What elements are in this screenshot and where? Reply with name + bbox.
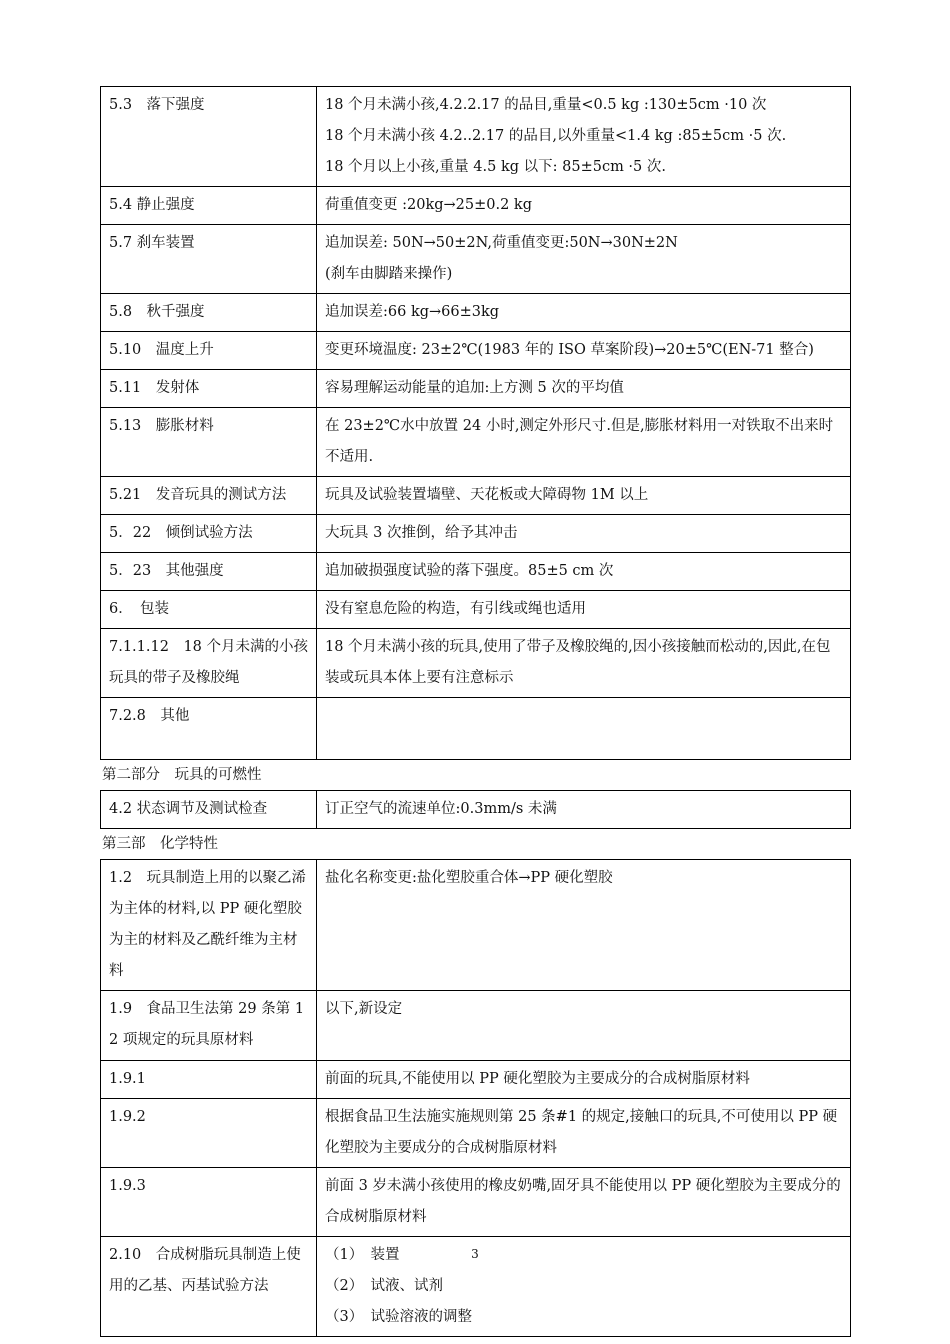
description-cell (317, 629, 851, 698)
table-row (101, 860, 851, 991)
description-cell (317, 553, 851, 591)
cell-text: 1.9 食品卫生法第 29 条第 12 项规定的玩具原材料 (109, 1001, 305, 1048)
description-cell (317, 332, 851, 370)
description-cell (317, 87, 851, 187)
table-row (101, 629, 851, 698)
table-row (101, 515, 851, 553)
cell-text: 以下,新设定 (325, 1001, 403, 1017)
clause-cell (101, 629, 317, 698)
cell-text: 没有窒息危险的构造，有引线或绳也适用 (325, 601, 586, 617)
clause-cell (101, 791, 317, 829)
cell-text: 5.3 落下强度 (109, 97, 205, 113)
cell-text: 5.13 膨胀材料 (109, 418, 214, 434)
cell-text: 5．22 倾倒试验方法 (109, 525, 253, 541)
clause-cell (101, 1099, 317, 1168)
cell-text: 盐化名称变更:盐化塑胶重合体→PP 硬化塑胶 (325, 870, 613, 886)
clause-cell (101, 87, 317, 187)
description-cell (317, 294, 851, 332)
description-cell (317, 187, 851, 225)
table-row (101, 553, 851, 591)
clause-cell (101, 477, 317, 515)
cell-text: 前面的玩具,不能使用以 PP 硬化塑胶为主要成分的合成树脂原材料 (325, 1071, 750, 1087)
cell-text: 追加误差:66 kg→66±3kg (325, 304, 500, 320)
clause-cell (101, 370, 317, 408)
table-row (101, 791, 851, 829)
cell-text: 订正空气的流速单位:0.3mm/s 未满 (325, 801, 557, 817)
table-row (101, 87, 851, 187)
clause-cell (101, 294, 317, 332)
cell-text: 1.2 玩具制造上用的以聚乙浠为主体的材料,以 PP 硬化塑胶为主的材料及乙酰纤维为主材料 (109, 870, 307, 979)
cell-text: 在 23±2℃水中放置 24 小时,测定外形尺寸.但是,膨胀材料用一对铁取不出来时不适用. (325, 418, 834, 465)
amendments-table-part2 (100, 790, 851, 829)
table-row (101, 1168, 851, 1237)
cell-text: 1.9.2 (109, 1109, 146, 1125)
cell-text: 6． 包装 (109, 601, 169, 617)
cell-text: 5.10 温度上升 (109, 342, 214, 358)
table-row (101, 1061, 851, 1099)
table-row (101, 225, 851, 294)
table-row (101, 408, 851, 477)
table-row (101, 294, 851, 332)
cell-text: 18 个月未满小孩的玩具,使用了带子及橡胶绳的,因小孩接触而松动的,因此,在包装或玩具本体上要有注意标示 (325, 639, 831, 686)
cell-text: 追加误差: 50N→50±2N,荷重值变更:50N→30N±2N (325, 235, 678, 251)
clause-cell (101, 860, 317, 991)
clause-cell (101, 332, 317, 370)
cell-text: （1） 装置 (325, 1247, 400, 1263)
description-cell (317, 698, 851, 760)
page-number: 3 (471, 1247, 479, 1261)
description-cell (317, 1061, 851, 1099)
clause-cell (101, 408, 317, 477)
description-cell (317, 515, 851, 553)
section-title-chemical: 第三部 化学特性 (102, 836, 218, 852)
clause-cell (101, 698, 317, 760)
cell-text: 根据食品卫生法施实施规则第 25 条#1 的规定,接触口的玩具,不可使用以 PP 硬化塑胶为主要成分的合成树脂原材料 (325, 1109, 838, 1156)
cell-text: 18 个月以上小孩,重量 4.5 kg 以下: 85±5cm ·5 次. (325, 159, 666, 175)
cell-text: 追加破损强度试验的落下强度。85±5 cm 次 (325, 563, 614, 579)
description-cell (317, 860, 851, 991)
description-cell (317, 370, 851, 408)
cell-text: 2.10 合成树脂玩具制造上使用的乙基、丙基试验方法 (109, 1247, 301, 1294)
cell-text: 玩具及试验装置墙壁、天花板或大障碍物 1M 以上 (325, 487, 649, 503)
clause-cell (101, 1168, 317, 1237)
description-cell (317, 991, 851, 1061)
cell-text: 大玩具 3 次推倒，给予其冲击 (325, 525, 518, 541)
amendments-table-part1 (100, 86, 851, 760)
cell-text: 1.9.3 (109, 1178, 146, 1194)
description-cell (317, 1099, 851, 1168)
cell-text: 变更环境温度: 23±2℃(1983 年的 ISO 草案阶段)→20±5℃(EN-71 整合) (325, 342, 814, 358)
clause-cell (101, 515, 317, 553)
cell-text: 7.2.8 其他 (109, 708, 190, 724)
cell-text: 18 个月未满小孩 4.2..2.17 的品目,以外重量<1.4 kg :85±5cm ·5 次. (325, 128, 787, 144)
cell-text: 4.2 状态调节及测试检查 (109, 801, 268, 817)
table-row (101, 477, 851, 515)
document-page (100, 86, 851, 1337)
clause-cell (101, 1061, 317, 1099)
cell-text: 5.4 静止强度 (109, 197, 195, 213)
table-row (101, 187, 851, 225)
cell-text: （3） 试验溶液的调整 (325, 1309, 472, 1325)
cell-text: 5.21 发音玩具的测试方法 (109, 487, 287, 503)
amendments-table-part3 (100, 859, 851, 1337)
description-cell (317, 1168, 851, 1237)
cell-text: 5.8 秋千强度 (109, 304, 205, 320)
clause-cell (101, 553, 317, 591)
clause-cell (101, 991, 317, 1061)
table-row (101, 1099, 851, 1168)
description-cell (317, 591, 851, 629)
description-cell (317, 408, 851, 477)
cell-text: 18 个月未满小孩,4.2.2.17 的品目,重量<0.5 kg :130±5cm ·10 次 (325, 97, 767, 113)
table-row (101, 991, 851, 1061)
clause-cell (101, 591, 317, 629)
table-row (101, 698, 851, 760)
cell-text: 5.11 发射体 (109, 380, 200, 396)
cell-text: 荷重值变更 :20kg→25±0.2 kg (325, 197, 532, 213)
table-row (101, 332, 851, 370)
table-row (101, 370, 851, 408)
description-cell (317, 791, 851, 829)
table-row (101, 591, 851, 629)
cell-text: 5．23 其他强度 (109, 563, 224, 579)
cell-text: 1.9.1 (109, 1071, 146, 1087)
section-title-flammability: 第二部分 玩具的可燃性 (102, 767, 262, 783)
description-cell (317, 225, 851, 294)
cell-text: （2） 试液、试剂 (325, 1278, 443, 1294)
cell-text: 5.7 刹车装置 (109, 235, 195, 251)
clause-cell (101, 225, 317, 294)
cell-text: (刹车由脚踏来操作) (325, 266, 453, 282)
description-cell (317, 477, 851, 515)
cell-text: 容易理解运动能量的追加:上方测 5 次的平均值 (325, 380, 624, 396)
cell-text: 7.1.1.12 18 个月未满的小孩玩具的带子及橡胶绳 (109, 639, 309, 686)
clause-cell (101, 187, 317, 225)
cell-text: 前面 3 岁未满小孩使用的橡皮奶嘴,固牙具不能使用以 PP 硬化塑胶为主要成分的合成树脂原材料 (325, 1178, 841, 1225)
